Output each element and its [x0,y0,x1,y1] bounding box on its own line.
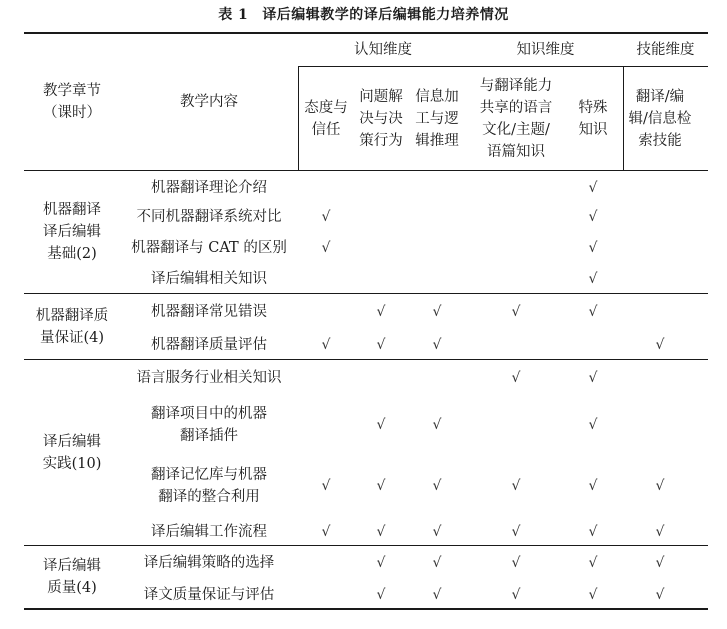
check-mark: √ [588,271,598,287]
subheader-col-4-line-1: 与翻译能力 [479,77,553,94]
subheader-col-6-line-1: 翻译/编 [635,88,685,105]
content-cell-line-1: 机器翻译与 CAT 的区别 [131,240,287,256]
section-chapter-1 [24,171,120,293]
section-chapter-1-line-2: 译后编辑 [43,224,101,240]
check-mark: √ [321,240,331,256]
subheader-col-4-line-4: 语篇知识 [487,143,545,160]
subheader-col-4-line-3: 文化/主题/ [482,121,550,138]
check-mark: √ [376,417,386,433]
group-header-skill: 技能维度 [636,42,695,58]
check-mark: √ [588,370,598,386]
check-mark: √ [376,555,386,571]
section-chapter-3-line-1: 译后编辑 [43,433,101,450]
check-mark: √ [511,587,521,603]
subheader-col-1-line-1: 态度与 [304,99,348,116]
check-mark: √ [655,337,665,353]
content-cell [112,264,306,295]
check-mark: √ [321,337,331,353]
content-cell [112,329,306,362]
table-title: 译后编辑教学的译后编辑能力培养情况 [262,7,509,23]
check-mark: √ [588,417,598,433]
check-mark: √ [655,587,665,603]
check-mark: √ [588,304,598,320]
subheader-col-3-line-2: 工与逻 [415,110,459,127]
group-header-cognitive: 认知维度 [354,42,412,58]
check-mark: √ [321,478,331,494]
check-mark: √ [511,478,521,494]
content-cell [112,360,306,396]
table-number: 表 1 [218,7,249,23]
header-chapter-line-1: 教学章节 [43,83,101,99]
content-cell-line-1: 不同机器翻译系统对比 [136,209,282,225]
check-mark: √ [588,478,598,494]
check-mark: √ [376,478,386,494]
content-cell [112,580,306,611]
section-chapter-3-line-2: 实践(10) [42,455,102,472]
check-mark: √ [432,337,442,353]
section-chapter-1-line-3: 基础(2) [47,246,97,262]
check-mark: √ [321,524,331,540]
check-mark: √ [511,524,521,540]
subheader-col-6-line-2: 辑/信息检 [628,110,692,127]
subheader-col-2-line-1: 问题解 [359,88,403,105]
check-mark: √ [588,209,598,225]
subheader-col-3-line-1: 信息加 [415,88,459,105]
content-cell-line-1: 翻译记忆库与机器 [151,467,267,483]
content-cell-line-2: 翻译插件 [180,428,238,444]
check-mark: √ [588,180,598,196]
subheader-col-2-line-2: 决与决 [359,110,403,127]
section-chapter-1-line-1: 机器翻译 [43,202,101,218]
content-cell-line-1: 语言服务行业相关知识 [136,370,282,386]
content-cell [112,548,306,579]
subheader-col-3 [409,67,465,170]
section-chapter-4-line-2: 质量(4) [47,580,97,596]
check-mark: √ [432,524,442,540]
check-mark: √ [432,304,442,320]
content-cell-line-1: 翻译项目中的机器 [151,406,267,422]
check-mark: √ [376,587,386,603]
content-cell-line-1: 机器翻译理论介绍 [151,180,267,196]
content-cell [112,457,306,515]
content-cell [112,233,306,264]
check-mark: √ [588,524,598,540]
check-mark: √ [321,209,331,225]
check-mark: √ [588,587,598,603]
subheader-col-5 [565,67,621,170]
content-cell [112,397,306,453]
subheader-col-1-line-2: 信任 [311,121,341,138]
check-mark: √ [655,478,665,494]
table-caption [0,4,727,24]
section-chapter-4 [24,546,120,608]
content-cell [112,517,306,547]
subheader-col-5-line-2: 知识 [578,121,608,138]
content-cell-line-2: 翻译的整合利用 [158,489,260,505]
subheader-col-6-line-3: 索技能 [638,132,682,149]
section-chapter-4-line-1: 译后编辑 [43,558,101,574]
subheader-col-3-line-3: 辑推理 [415,132,459,149]
section-chapter-3 [24,360,120,545]
content-cell-line-1: 译后编辑相关知识 [151,271,267,287]
header-content: 教学内容 [180,94,238,110]
section-chapter-2-line-2: 量保证(4) [39,329,105,346]
content-cell [112,173,306,204]
group-header-knowledge: 知识维度 [516,42,575,58]
subheader-col-4 [466,67,566,170]
check-mark: √ [432,555,442,571]
header-bottom-rule [24,170,708,171]
content-cell-line-1: 译后编辑策略的选择 [143,555,275,571]
section-chapter-2-line-1: 机器翻译质 [35,307,109,324]
check-mark: √ [655,524,665,540]
check-mark: √ [511,304,521,320]
content-cell-line-1: 译文质量保证与评估 [143,587,275,603]
check-mark: √ [432,478,442,494]
check-mark: √ [655,555,665,571]
check-mark: √ [376,337,386,353]
check-mark: √ [588,240,598,256]
content-cell-line-1: 机器翻译质量评估 [151,337,267,353]
check-mark: √ [432,587,442,603]
check-mark: √ [376,524,386,540]
check-mark: √ [511,370,521,386]
content-cell-line-1: 机器翻译常见错误 [151,304,267,320]
check-mark: √ [588,555,598,571]
subheader-col-2-line-3: 策行为 [359,132,403,149]
subheader-col-4-line-2: 共享的语言 [479,99,553,116]
section-chapter-2 [24,294,120,359]
content-cell [112,202,306,233]
content-cell-line-1: 译后编辑工作流程 [151,524,267,540]
content-cell [112,296,306,329]
header-chapter [24,34,120,170]
subheader-col-5-line-1: 特殊 [578,99,608,116]
subheader-col-6 [618,67,703,170]
check-mark: √ [376,304,386,320]
header-chapter-line-2: （课时） [43,105,101,121]
check-mark: √ [432,417,442,433]
subheader-col-1 [298,67,354,170]
check-mark: √ [511,555,521,571]
subheader-col-2 [353,67,409,170]
